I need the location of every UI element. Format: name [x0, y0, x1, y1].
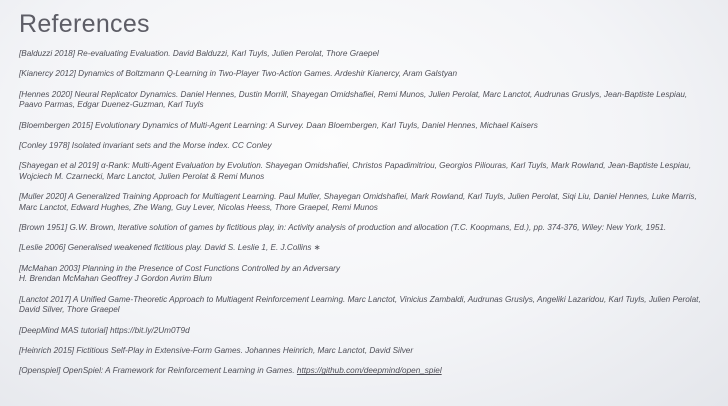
reference-item — [19, 121, 701, 131]
reference-text: [Balduzzi 2018] Re-evaluating Evaluation. David Balduzzi, Karl Tuyls, Julien Perolat, Thore Graepel — [19, 49, 379, 58]
reference-item — [19, 161, 701, 182]
reference-item — [19, 243, 701, 253]
reference-item — [19, 90, 701, 111]
reference-item — [19, 264, 701, 285]
reference-item — [19, 295, 701, 316]
reference-text: [Conley 1978] Isolated invariant sets and the Morse index. CC Conley — [19, 141, 272, 151]
reference-item — [19, 223, 701, 233]
reference-list — [19, 49, 701, 387]
reference-item — [19, 69, 701, 79]
reference-text: [McMahan 2003] Planning in the Presence of Cost Functions Controlled by an Adversary H. Brendan McMahan Geoffrey J Gordon Avrim Blum — [19, 263, 341, 284]
reference-text: [Bloembergen 2015] Evolutionary Dynamics of Multi-Agent Learning: A Survey. Daan Bloembergen, Karl Tuyls, Daniel Hennes, Michael Kaisers — [19, 120, 538, 130]
reference-text: [Openspiel] OpenSpiel: A Framework for Reinforcement Learning in Games. — [19, 366, 297, 376]
reference-item — [19, 141, 701, 151]
reference-text: [Heinrich 2015] Fictitious Self-Play in Extensive-Form Games. Johannes Heinrich, Marc Lanctot, David Silver — [19, 345, 414, 355]
reference-text: [Muller 2020] A Generalized Training Approach for Multiagent Learning. Paul Muller, Shayegan Omidshafiei, Mark Rowland, Karl Tuyls, Julien Perolat, Siqi Liu, Daniel Hennes, Luke Marris, Marc Lanctot, Edward Hughes, Zhe Wang, Guy Lever, Nicolas Heess, Thore Graepel, Remi Munos — [19, 192, 697, 212]
reference-text: [Lanctot 2017] A Unified Game-Theoretic Approach to Multiagent Reinforcement Learning. Marc Lanctot, Vinicius Zambaldi, Audrunas Gruslys, Angeliki Lazaridou, Karl Tuyls, Julien Perolat, David Silver, Thore Graepel — [19, 294, 701, 315]
reference-text: [Hennes 2020] Neural Replicator Dynamics. Daniel Hennes, Dustin Morrill, Shayegan Omidshafiei, Remi Munos, Julien Perolat, Marc Lanctot, Audrunas Gruslys, Jean-Baptiste Lespiau, Paavo Parmas, Edgar Duenez-Guzman, Karl Tuyls — [19, 89, 688, 110]
reference-text: [Leslie 2006] Generalised weakened fictitious play. David S. Leslie 1, E. J.Collins ∗ — [19, 243, 321, 253]
reference-link[interactable]: https://github.com/deepmind/open_spiel — [296, 366, 442, 376]
reference-item — [19, 346, 701, 356]
reference-item — [19, 192, 701, 213]
reference-text: [Shayegan et al 2019] α-Rank: Multi-Agent Evaluation by Evolution. Shayegan Omidshafiei, Christos Papadimitriou, Georgios Piliouras, Karl Tuyls, Mark Rowland, Jean-Baptiste Lespiau, Wojciech M. Czarnecki, Marc Lanctot, Julien Perolat & Remi Munos — [19, 161, 692, 181]
reference-text: [Brown 1951] G.W. Brown, Iterative solution of games by fictitious play, in: Activity analysis of production and allocation (T.C. Koopmans, Ed.), pp. 374-376, Wiley: New York, 1951. — [19, 223, 667, 233]
reference-item — [19, 326, 701, 336]
reference-item — [19, 49, 701, 59]
slide-title: References — [19, 10, 150, 38]
reference-text: [DeepMind MAS tutorial] https://bit.ly/2Um0T9d — [19, 325, 190, 335]
reference-item — [19, 366, 701, 376]
reference-text: [Kianercy 2012] Dynamics of Boltzmann Q-Learning in Two-Player Two-Action Games. Ardeshir Kianercy, Aram Galstyan — [19, 69, 458, 79]
